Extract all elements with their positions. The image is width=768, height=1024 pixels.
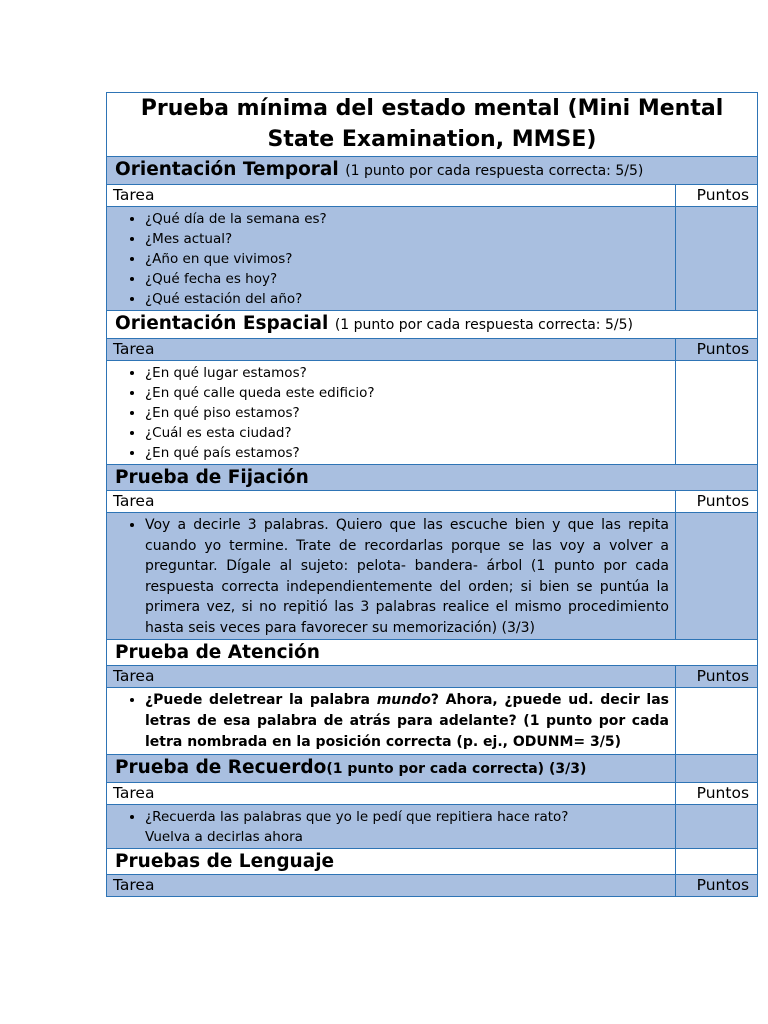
points-column-header: Puntos: [676, 185, 758, 207]
task-column-header: Tarea: [107, 875, 676, 897]
section-title: Orientación Temporal: [115, 159, 339, 180]
column-header-row: [107, 339, 758, 361]
section-temporal-items-row: [107, 207, 758, 311]
points-column-header: Puntos: [676, 666, 758, 688]
question-list: [115, 363, 669, 463]
list-item: [145, 690, 669, 753]
section-title: Prueba de Recuerdo: [115, 757, 327, 778]
task-column-header: Tarea: [107, 491, 676, 513]
task-column-header: Tarea: [107, 666, 676, 688]
points-column-header: Puntos: [676, 783, 758, 805]
points-cell: [676, 361, 758, 465]
section-atencion-heading-row: [107, 640, 758, 666]
column-header-row: [107, 185, 758, 207]
list-item: • Voy a decirle 3 palabras. Quiero que las escuche bien y que las repita cuando yo termine. Trate de recordarlas porque se las voy a volver a preguntar. Dígale al sujeto: pelota- bandera- árbol (1 punto por cada respuesta correcta independientemente del orden; si bien se puntúa la primera vez, si no repitió las 3 palabras realice el mismo procedimiento hasta seis veces para favorecer su memorización) (3/3): [145, 515, 669, 638]
section-note: (1 punto por cada respuesta correcta: 5/5): [345, 163, 644, 179]
points-column-header: Puntos: [676, 339, 758, 361]
section-espacial-heading-row: [107, 311, 758, 339]
section-heading: [107, 465, 758, 491]
section-title: Pruebas de Lenguaje: [115, 851, 335, 872]
section-lenguaje-heading-row: [107, 849, 758, 875]
list-item: • ¿En qué piso estamos?: [145, 403, 669, 423]
task-cell: [107, 361, 676, 465]
section-recuerdo-heading-row: [107, 755, 758, 783]
section-heading: [107, 755, 676, 783]
section-recuerdo-items-row: [107, 805, 758, 849]
section-heading-side-cell: [676, 755, 758, 783]
column-header-row: [107, 666, 758, 688]
column-header-row: [107, 875, 758, 897]
points-cell: [676, 688, 758, 755]
section-title: Prueba de Atención: [115, 642, 320, 663]
section-title: Orientación Espacial: [115, 313, 329, 334]
question-list: [115, 807, 669, 847]
task-cell: [107, 513, 676, 640]
instruction-list: [115, 515, 669, 638]
list-item: • ¿Qué fecha es hoy?: [145, 269, 669, 289]
task-column-header: Tarea: [107, 783, 676, 805]
section-heading: [107, 849, 676, 875]
section-heading: [107, 311, 758, 339]
task-column-header: Tarea: [107, 185, 676, 207]
column-header-row: [107, 783, 758, 805]
points-cell: [676, 207, 758, 311]
task-column-header: Tarea: [107, 339, 676, 361]
list-item: • ¿Qué día de la semana es?: [145, 209, 669, 229]
document-title: Prueba mínima del estado mental (Mini Mental State Examination, MMSE): [107, 93, 758, 157]
section-espacial-items-row: [107, 361, 758, 465]
points-column-header: Puntos: [676, 875, 758, 897]
list-item: • ¿Año en que vivimos?: [145, 249, 669, 269]
section-fijacion-items-row: [107, 513, 758, 640]
section-fijacion-heading-row: [107, 465, 758, 491]
item-emphasis: mundo: [376, 692, 431, 708]
section-heading-side-cell: [676, 849, 758, 875]
question-list: [115, 209, 669, 309]
points-column-header: Puntos: [676, 491, 758, 513]
section-note: (1 punto por cada correcta) (3/3): [326, 761, 587, 777]
mmse-table: [106, 92, 758, 897]
instruction-list: [115, 690, 669, 753]
points-cell: [676, 805, 758, 849]
task-cell: [107, 207, 676, 311]
column-header-row: [107, 491, 758, 513]
list-item: • ¿Cuál es esta ciudad?: [145, 423, 669, 443]
item-text-end: ? Ahora, ¿puede ud. decir las letras de esa palabra de atrás para adelante? (1 punto por cada letra nombrada en la posición correcta (p. ej., ODUNM= 3/5): [145, 692, 670, 750]
title-row: [107, 93, 758, 157]
list-item: • ¿Qué estación del año?: [145, 289, 669, 309]
item-line-2: Vuelva a decirlas ahora: [145, 829, 303, 845]
section-temporal-heading-row: [107, 157, 758, 185]
item-line-1: ¿Recuerda las palabras que yo le pedí que repitiera hace rato?: [145, 809, 569, 825]
section-atencion-items-row: [107, 688, 758, 755]
item-text-start: ¿Puede deletrear la palabra: [145, 692, 377, 708]
section-title: Prueba de Fijación: [115, 467, 309, 488]
list-item: • ¿En qué país estamos?: [145, 443, 669, 463]
list-item: • ¿En qué calle queda este edificio?: [145, 383, 669, 403]
task-cell: [107, 805, 676, 849]
section-heading: [107, 640, 758, 666]
points-cell: [676, 513, 758, 640]
task-cell: [107, 688, 676, 755]
list-item: [145, 807, 669, 847]
section-heading: [107, 157, 758, 185]
section-note: (1 punto por cada respuesta correcta: 5/5): [334, 317, 633, 333]
list-item: • ¿En qué lugar estamos?: [145, 363, 669, 383]
list-item: • ¿Mes actual?: [145, 229, 669, 249]
